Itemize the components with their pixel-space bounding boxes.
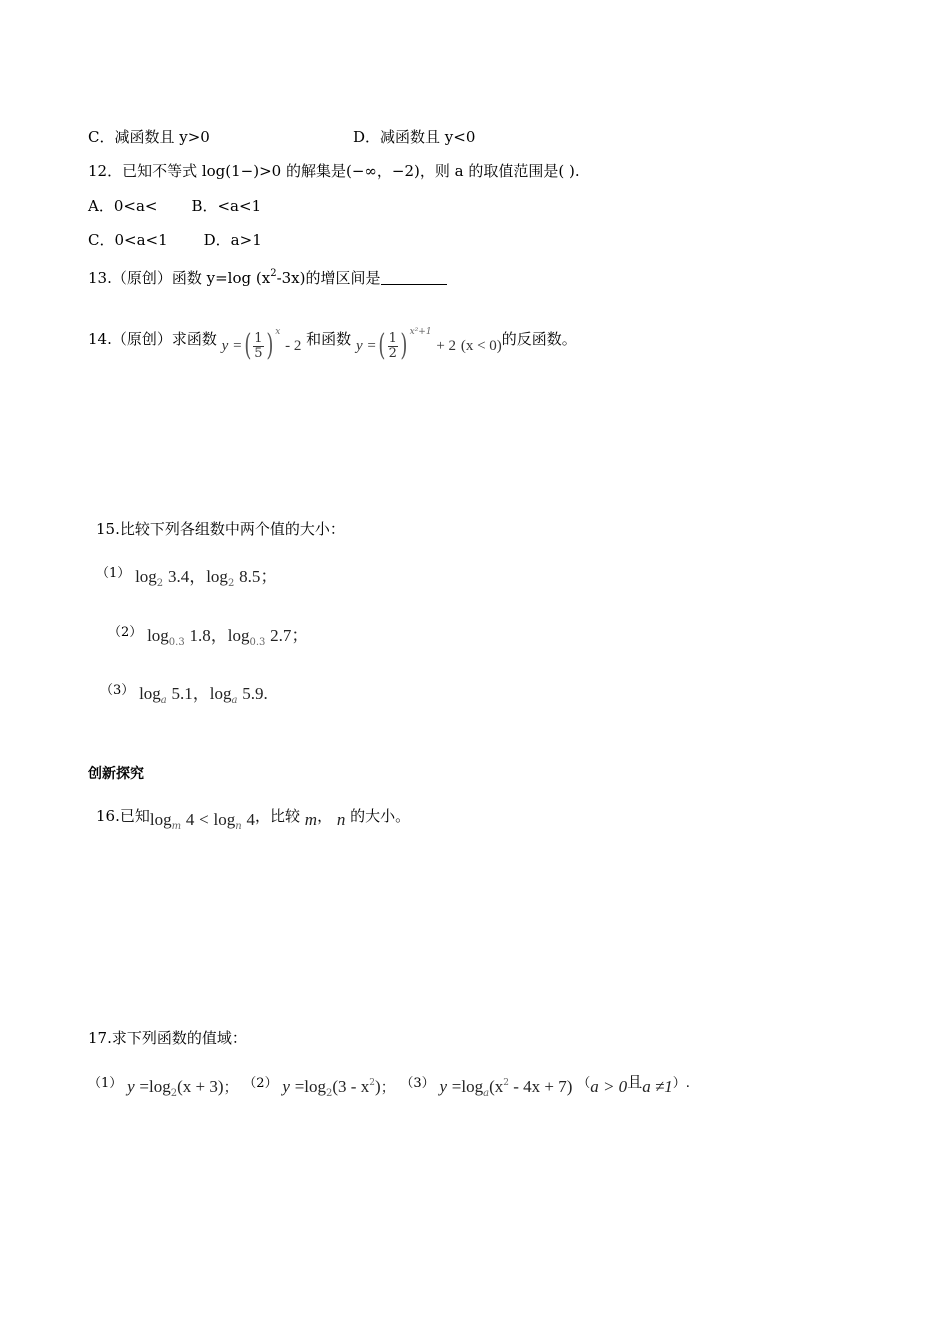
q15-item-3-base2: a <box>231 695 238 706</box>
q17-part-3-cond-open: （ <box>577 1076 591 1091</box>
q13-answer-blank[interactable] <box>381 270 447 285</box>
q15-item-1-label: （1） <box>96 566 131 581</box>
q15-item-2-log1: log <box>147 626 169 645</box>
q14-f2-exp: x²+1 <box>409 327 432 337</box>
q15-item-3-log1: log <box>139 684 161 703</box>
q15-item-1-val1: 3.4 <box>167 567 190 586</box>
q17-stem: 17.求下列函数的值域： <box>88 1029 247 1047</box>
q15-item-1-log2: log <box>206 567 228 586</box>
q17-part-1-label: （1） <box>88 1076 123 1091</box>
q11-option-d: D．减函数且 y<0 <box>353 128 476 146</box>
q14-f2-eq: = <box>367 338 376 354</box>
q16-mid: ，比较 <box>254 807 300 825</box>
q16-suffix: 的大小。 <box>350 807 411 825</box>
q15-item-1-base2: 2 <box>227 578 235 589</box>
q17-part-3-arg-pre: (x <box>489 1077 504 1096</box>
q16-lt: < <box>199 810 209 829</box>
q14-f1-fraction <box>253 332 263 361</box>
q16-prefix: 16.已知 <box>96 807 150 825</box>
q15-item-3-val1: 5.1 <box>171 684 193 703</box>
q14-f2-fraction <box>388 332 398 361</box>
q12-option-c: C．0<a<1 <box>88 231 168 249</box>
q15-item-2-log2: log <box>227 626 250 645</box>
q14-f2-paren-close: ) <box>400 328 408 363</box>
q14-f1-exp: x <box>275 327 281 337</box>
q17-part-2-y: y <box>282 1077 290 1096</box>
q15-item-2-val2: 2.7 <box>270 626 292 645</box>
q14-f2-cond: (x < 0) <box>460 338 502 354</box>
q17-part-1-end: ； <box>223 1080 239 1096</box>
q16-val2: 4 <box>246 810 255 829</box>
q17-part-3-label: （3） <box>400 1076 435 1091</box>
q15-item-2-val1: 1.8 <box>189 626 211 645</box>
q15-item-2-end: ； <box>291 626 309 645</box>
q16-m: m <box>304 810 318 829</box>
q17-part-2-eq: =log <box>294 1077 326 1096</box>
q17-part-3-base: a <box>483 1088 490 1099</box>
q15-item-2-base2: 0.3 <box>249 637 266 648</box>
q16-base2: n <box>235 821 242 832</box>
q17-part-3-eq: =log <box>451 1077 484 1096</box>
q14-f1-eq: = <box>233 338 242 354</box>
q12-options-row2 <box>88 230 262 250</box>
q16-val1: 4 <box>185 810 195 829</box>
q17-part-2-label: （2） <box>243 1076 278 1091</box>
q16-base1: m <box>171 821 182 832</box>
q15-item-3-val2: 5.9 <box>242 684 264 703</box>
q15-item-1-log1: log <box>135 567 157 586</box>
q14-f2-num: 1 <box>388 330 397 346</box>
q15-item-3 <box>100 678 268 714</box>
q15-item-1-end: ； <box>260 567 278 586</box>
q17-parts <box>88 1068 690 1108</box>
q14-f2-y: y <box>355 338 363 354</box>
q14-f2-tail: + 2 <box>436 338 457 354</box>
q15-item-1-base1: 2 <box>156 578 164 589</box>
q15-item-2 <box>108 620 308 656</box>
q14-f2-den: 2 <box>388 345 397 361</box>
q14-f1-paren-open: ( <box>243 328 251 363</box>
q17-part-2-sup: 2 <box>369 1078 375 1088</box>
q13-stem-pre: 13.（原创）函数 y=log (x <box>88 269 271 287</box>
q16-stem <box>96 802 410 841</box>
q17-part-1-y: y <box>127 1077 135 1096</box>
q14-prefix: 14.（原创）求函数 <box>88 330 217 348</box>
q17-part-3-cond1: a > 0 <box>590 1077 628 1096</box>
q12-option-a: A．0<a< <box>88 197 158 215</box>
q15-item-2-label: （2） <box>108 625 143 640</box>
q13-sup: 2 <box>270 268 277 279</box>
q14-f1-num: 1 <box>254 330 263 346</box>
q17-part-3-cond-close: ）. <box>672 1076 690 1091</box>
q17-part-2-base: 2 <box>326 1088 333 1099</box>
q15-item-1-sep: ， <box>189 567 207 586</box>
q15-item-3-label: （3） <box>100 683 135 698</box>
q15-item-3-end: . <box>263 684 268 703</box>
q13-stem <box>88 264 447 288</box>
q12-stem: 12．已知不等式 log(1−)>0 的解集是(−∞，−2)，则 a 的取值范围是( ). <box>88 162 580 180</box>
q17-part-3-y: y <box>439 1077 448 1096</box>
q17-part-1-eq: =log <box>139 1077 171 1096</box>
q17-part-3-sup: 2 <box>503 1078 509 1088</box>
q17-part-3-cond2: a ≠1 <box>642 1077 673 1096</box>
q13-stem-post: -3x)的增区间是 <box>276 269 381 287</box>
q17-part-1-base: 2 <box>170 1088 178 1099</box>
q14-mid: 和函数 <box>306 330 352 348</box>
q14-stem <box>88 312 577 366</box>
q15-item-2-sep: ， <box>210 626 228 645</box>
q15-item-1-val2: 8.5 <box>239 567 261 586</box>
q14-f1-den: 5 <box>254 345 263 361</box>
q12-options-row1 <box>88 196 261 216</box>
q16-comma: ， <box>317 807 333 825</box>
q15-item-1 <box>96 561 277 597</box>
q17-part-2-end: ； <box>380 1080 396 1096</box>
q11-option-c: C．减函数且 y>0 <box>88 128 210 146</box>
q17-part-2-arg-pre: (3 - x <box>332 1077 370 1096</box>
q14-f1-tail: - 2 <box>285 338 302 354</box>
q15-item-3-sep: ， <box>192 684 210 703</box>
q16-log2: log <box>213 810 236 829</box>
q15-stem: 15.比较下列各组数中两个值的大小： <box>96 520 345 538</box>
q12-option-b: B．<a<1 <box>191 197 262 215</box>
q15-item-2-base1: 0.3 <box>168 637 185 648</box>
section-title-innovation: 创新探究 <box>88 766 144 782</box>
q17-part-1-arg: (x + 3) <box>177 1077 224 1096</box>
q14-f2-paren-open: ( <box>378 328 386 363</box>
q16-log1: log <box>149 810 172 829</box>
q17-part-3-and: 且 <box>627 1073 643 1091</box>
q15-item-3-log2: log <box>209 684 232 703</box>
q14-f1-y: y <box>221 338 229 354</box>
q12-option-d: D．a>1 <box>203 231 262 249</box>
q14-f1-paren-close: ) <box>265 328 273 363</box>
q16-n: n <box>336 810 346 829</box>
q17-part-2-arg-post: ) <box>374 1077 381 1096</box>
q15-item-3-base1: a <box>160 695 167 706</box>
q14-suffix: 的反函数。 <box>501 330 577 348</box>
q17-part-3-arg-post: - 4x + 7) <box>508 1077 573 1096</box>
